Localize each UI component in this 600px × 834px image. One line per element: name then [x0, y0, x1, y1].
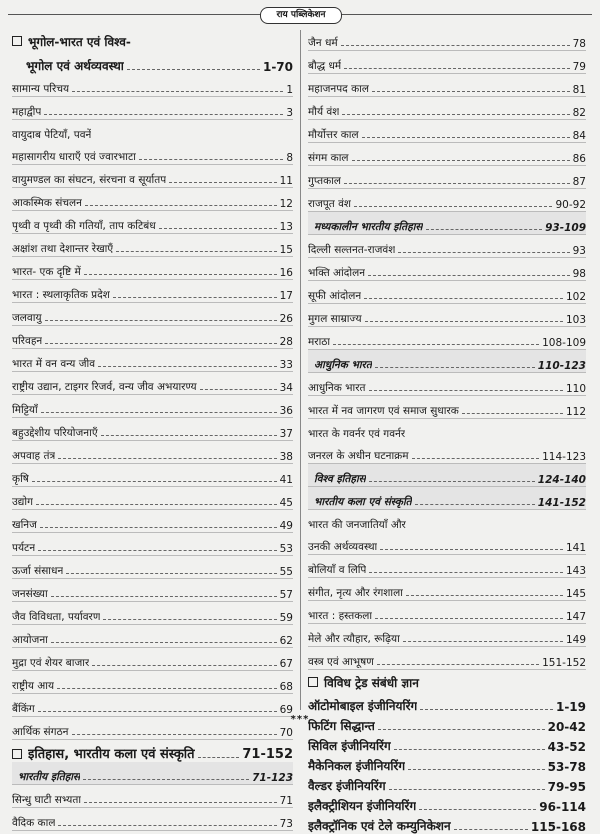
- toc-entry: [308, 74, 586, 97]
- toc-entry-label: अपवाह तंत्र: [12, 450, 56, 462]
- leader-dots: [408, 769, 545, 770]
- toc-entry-page: 1-19: [555, 700, 586, 714]
- toc-entry-label: भक्ति आंदोलन: [308, 267, 366, 279]
- leader-dots: [454, 829, 528, 830]
- toc-entry-label: राष्ट्रीय उद्यान, टाइगर रिजर्व, वन्य जीव अभयारण्य: [12, 381, 197, 393]
- toc-entry: [308, 532, 586, 555]
- toc-entry-page: 96-114: [539, 800, 586, 814]
- toc-entry: [12, 579, 293, 602]
- toc-entry: [308, 373, 586, 396]
- leader-dots: [398, 252, 569, 253]
- toc-entry: [308, 441, 586, 464]
- toc-entry-label: मुद्रा एवं शेयर बाजार: [12, 657, 90, 669]
- toc-entry: [12, 326, 293, 349]
- toc-entry: [12, 418, 293, 441]
- leader-dots: [389, 789, 545, 790]
- toc-entry-label: भारत की जनजातियाँ और: [308, 519, 406, 531]
- toc-entry: [308, 774, 586, 794]
- leader-dots: [375, 618, 563, 619]
- leader-dots: [200, 389, 277, 390]
- toc-entry: [12, 556, 293, 579]
- toc-entry: [12, 280, 293, 303]
- toc-entry: [308, 97, 586, 120]
- toc-entry-label: राष्ट्रीय आय: [12, 680, 55, 692]
- leader-dots: [44, 114, 283, 115]
- history-entry-list: [12, 785, 293, 831]
- toc-entry-label: आर्थिक संगठन: [12, 726, 69, 738]
- toc-entry: [12, 120, 293, 142]
- toc-entry: [308, 647, 586, 670]
- toc-entry: [12, 533, 293, 556]
- toc-entry-page: 38: [279, 451, 293, 463]
- toc-entry-label: फिटिंग सिद्धान्त: [308, 719, 375, 733]
- leader-dots: [403, 641, 563, 642]
- toc-entry: [308, 601, 586, 624]
- leader-dots: [342, 114, 569, 115]
- leader-dots: [32, 481, 277, 482]
- toc-entry: [308, 794, 586, 814]
- toc-entry-page: 141: [565, 542, 586, 554]
- toc-entry-page: 102: [565, 291, 586, 303]
- toc-entry-page: 114-123: [542, 451, 586, 463]
- toc-entry: [12, 395, 293, 418]
- leader-dots: [377, 664, 539, 665]
- leader-dots: [38, 550, 276, 551]
- toc-entry: [12, 234, 293, 257]
- toc-entry-label: सिन्धु घाटी सभ्यता: [12, 794, 82, 806]
- left-column: [12, 30, 293, 831]
- checkbox-icon: [12, 36, 22, 46]
- leader-dots: [72, 91, 283, 92]
- toc-entry-label: बैंकिंग: [12, 703, 35, 715]
- leader-dots: [344, 183, 570, 184]
- toc-entry-label: भारत- एक दृष्टि में: [12, 266, 81, 278]
- leader-dots: [84, 802, 277, 803]
- leader-dots: [57, 688, 277, 689]
- toc-entry: [308, 281, 586, 304]
- toc-entry-label: अक्षांश तथा देशान्तर रेखाएँ: [12, 243, 114, 255]
- modern-india-sub: आधुनिक भारत 110-123: [308, 350, 586, 373]
- toc-entry-page: 87: [572, 176, 586, 188]
- toc-entry-label: इलैक्ट्रॉनिक एवं टेले कम्युनिकेशन: [308, 819, 451, 833]
- toc-entry-label: वस्त्र एवं आभूषण: [308, 656, 374, 668]
- toc-entry-page: 115-168: [530, 820, 586, 834]
- toc-entry-label: वैल्डर इंजीनियरिंग: [308, 779, 386, 793]
- leader-dots: [378, 729, 545, 730]
- toc-entry: [308, 28, 586, 51]
- leader-dots: [362, 137, 570, 138]
- toc-entry-label: परिवहन: [12, 335, 43, 347]
- toc-entry-label: बौद्ध धर्म: [308, 60, 342, 72]
- leader-dots: [113, 297, 277, 298]
- toc-entry-label: भारत में नव जागरण एवं समाज सुधारक: [308, 405, 459, 417]
- toc-entry-label: महासागरीय धाराएँ एवं ज्वारभाटा: [12, 151, 137, 163]
- toc-entry-label: बहुउद्देशीय परियोजनाएँ: [12, 427, 98, 439]
- toc-entry-page: 11: [279, 175, 293, 187]
- toc-entry-label: उनकी अर्थव्यवस्था: [308, 541, 378, 553]
- toc-entry-label: खनिज: [12, 519, 37, 531]
- toc-entry: [308, 235, 586, 258]
- toc-entry-label: गुप्तकाल: [308, 175, 342, 187]
- toc-entry-label: राजपूत वंश: [308, 198, 352, 210]
- geography-entry-list: [12, 74, 293, 740]
- toc-entry: [308, 143, 586, 166]
- leader-dots: [369, 390, 563, 391]
- toc-entry: [12, 74, 293, 97]
- leader-dots: [380, 549, 563, 550]
- leader-dots: [98, 366, 277, 367]
- toc-entry: [308, 555, 586, 578]
- modern-entry-list: [308, 373, 586, 464]
- checkbox-icon: [12, 749, 22, 759]
- toc-entry-page: 16: [279, 267, 293, 279]
- leader-dots: [344, 68, 569, 69]
- toc-entry-page: 3: [286, 107, 293, 119]
- toc-entry-label: मौर्योत्तर काल: [308, 129, 359, 141]
- toc-entry-page: 70: [279, 727, 293, 739]
- toc-entry-page: 33: [279, 359, 293, 371]
- world-history-sub: विश्व इतिहास 124-140: [308, 464, 586, 487]
- leader-dots: [45, 320, 277, 321]
- toc-entry-page: 98: [572, 268, 586, 280]
- toc-entry-page: 37: [279, 428, 293, 440]
- leader-dots: [58, 458, 276, 459]
- toc-entry-page: 143: [565, 565, 586, 577]
- leader-dots: [369, 572, 563, 573]
- toc-entry-label: सूफी आंदोलन: [308, 290, 362, 302]
- leader-dots: [103, 619, 276, 620]
- leader-dots: [364, 298, 563, 299]
- toc-entry-page: 62: [279, 635, 293, 647]
- toc-entry-label: पर्यटन: [12, 542, 36, 554]
- toc-entry: [308, 396, 586, 419]
- toc-entry: [12, 165, 293, 188]
- toc-entry-page: 53: [279, 543, 293, 555]
- toc-entry-label: जैव विविधता, पर्यावरण: [12, 611, 101, 623]
- toc-entry-page: 79-95: [547, 780, 586, 794]
- toc-entry-page: 8: [286, 152, 293, 164]
- toc-entry-label: ऊर्जा संसाधन: [12, 565, 64, 577]
- toc-entry-page: 86: [572, 153, 586, 165]
- toc-entry: [308, 578, 586, 601]
- toc-entry: [308, 624, 586, 647]
- leader-dots: [41, 412, 277, 413]
- toc-entry-label: जनरल के अधीन घटनाक्रम: [308, 450, 409, 462]
- toc-entry: [12, 510, 293, 533]
- ancient-history-entry-list: [308, 28, 586, 212]
- section-trade-title: विविध ट्रेड संबंधी ज्ञान: [308, 670, 586, 694]
- toc-entry: [308, 814, 586, 834]
- medieval-history-sub: मध्यकालीन भारतीय इतिहास 93-109: [308, 212, 586, 235]
- leader-dots: [341, 45, 570, 46]
- toc-entry-page: 71: [279, 795, 293, 807]
- leader-dots: [85, 205, 277, 206]
- toc-entry-page: 41: [279, 474, 293, 486]
- toc-entry-label: आकस्मिक संचलन: [12, 197, 82, 209]
- toc-entry-page: 145: [565, 588, 586, 600]
- header-rule-right: [340, 14, 592, 15]
- toc-entry-label: भारत : हस्तकला: [308, 610, 373, 622]
- toc-entry-label: आधुनिक भारत: [308, 382, 366, 394]
- toc-entry-label: आयोजना: [12, 634, 48, 646]
- toc-entry-label: मैकेनिकल इंजीनियरिंग: [308, 759, 406, 773]
- toc-entry-page: 28: [279, 336, 293, 348]
- toc-entry-page: 36: [279, 405, 293, 417]
- column-divider: [300, 30, 301, 710]
- leader-dots: [72, 734, 277, 735]
- toc-entry-page: 43-52: [547, 740, 586, 754]
- toc-entry-page: 53-78: [547, 760, 586, 774]
- toc-entry: [12, 785, 293, 808]
- toc-entry-page: 67: [279, 658, 293, 670]
- toc-entry-page: 49: [279, 520, 293, 532]
- toc-entry-label: मुगल साम्राज्य: [308, 313, 362, 325]
- leader-dots: [352, 160, 570, 161]
- leader-dots: [420, 709, 553, 710]
- toc-entry: [12, 487, 293, 510]
- leader-dots: [40, 527, 277, 528]
- section-history-title: इतिहास, भारतीय कला एवं संस्कृति 71-152: [12, 740, 293, 762]
- leader-dots: [368, 275, 570, 276]
- toc-entry-page: 20-42: [547, 720, 586, 734]
- toc-entry-page: 57: [279, 589, 293, 601]
- toc-entry-page: 147: [565, 611, 586, 623]
- leader-dots: [58, 825, 276, 826]
- toc-entry-label: वायुदाब पेटियाँ, पवनें: [12, 129, 92, 141]
- leader-dots: [101, 435, 277, 436]
- toc-entry-label: संगीत, नृत्य और रंगशाला: [308, 587, 403, 599]
- toc-entry: [308, 754, 586, 774]
- toc-entry: [308, 258, 586, 281]
- toc-entry-label: मिट्टियाँ: [12, 404, 38, 416]
- medieval-entry-list: [308, 235, 586, 350]
- toc-entry-label: कृषि: [12, 473, 29, 485]
- toc-entry: [308, 734, 586, 754]
- toc-entry: [12, 625, 293, 648]
- toc-entry: [12, 372, 293, 395]
- toc-entry-page: 110: [565, 383, 586, 395]
- toc-entry-label: इलैक्ट्रीशियन इंजीनियरिंग: [308, 799, 417, 813]
- leader-dots: [84, 274, 277, 275]
- toc-entry-label: ऑटोमोबाइल इंजीनियरिंग: [308, 699, 418, 713]
- toc-entry-label: बोलियाँ व लिपि: [308, 564, 367, 576]
- toc-entry-page: 81: [572, 84, 586, 96]
- toc-entry: [308, 304, 586, 327]
- toc-entry: [12, 464, 293, 487]
- toc-entry-page: 149: [565, 634, 586, 646]
- toc-entry-label: सिविल इंजीनियरिंग: [308, 739, 391, 753]
- toc-entry: [308, 694, 586, 714]
- toc-entry-page: 103: [565, 314, 586, 326]
- toc-entry-page: 26: [279, 313, 293, 325]
- toc-entry-page: 15: [279, 244, 293, 256]
- leader-dots: [51, 642, 277, 643]
- toc-entry: [12, 648, 293, 671]
- toc-entry-page: 12: [279, 198, 293, 210]
- leader-dots: [394, 749, 545, 750]
- leader-dots: [51, 596, 277, 597]
- leader-dots: [419, 809, 536, 810]
- toc-entry: [308, 189, 586, 212]
- toc-entry-label: भारत के गवर्नर एवं गवर्नर: [308, 428, 406, 440]
- toc-entry: [308, 419, 586, 441]
- leader-dots: [159, 228, 277, 229]
- toc-entry: [308, 166, 586, 189]
- toc-entry-page: 108-109: [542, 337, 586, 349]
- leader-dots: [406, 595, 563, 596]
- toc-entry: [12, 671, 293, 694]
- toc-entry-page: 73: [279, 818, 293, 830]
- toc-entry-label: भारत : स्थलाकृतिक प्रदेश: [12, 289, 110, 301]
- toc-entry-page: 69: [279, 704, 293, 716]
- section-geography-title: भूगोल-भारत एवं विश्व-: [12, 30, 293, 52]
- toc-entry: [12, 349, 293, 372]
- toc-entry: [12, 441, 293, 464]
- toc-entry: [12, 808, 293, 831]
- toc-entry-page: 151-152: [542, 657, 586, 669]
- toc-entry-page: 13: [279, 221, 293, 233]
- publisher-header: राय पब्लिकेशन: [260, 7, 342, 24]
- toc-entry: [12, 211, 293, 234]
- toc-entry-page: 78: [572, 38, 586, 50]
- toc-entry: [12, 142, 293, 165]
- toc-entry-label: जलवायु: [12, 312, 42, 324]
- toc-entry-label: महाद्वीप: [12, 106, 42, 118]
- toc-entry-page: 1: [286, 84, 293, 96]
- toc-entry-page: 93: [572, 245, 586, 257]
- toc-entry: [12, 97, 293, 120]
- leader-dots: [333, 344, 539, 345]
- toc-entry-label: जनसंख्या: [12, 588, 48, 600]
- toc-entry: [308, 510, 586, 532]
- leader-dots: [372, 91, 570, 92]
- leader-dots: [36, 504, 277, 505]
- toc-entry-page: 84: [572, 130, 586, 142]
- toc-entry-page: 59: [279, 612, 293, 624]
- toc-entry-page: 79: [572, 61, 586, 73]
- toc-entry-page: 17: [279, 290, 293, 302]
- toc-entry: [12, 602, 293, 625]
- toc-entry-label: भारत में वन वन्य जीव: [12, 358, 96, 370]
- leader-dots: [412, 458, 540, 459]
- leader-dots: [354, 206, 552, 207]
- toc-entry-label: मराठा: [308, 336, 331, 348]
- leader-dots: [45, 343, 276, 344]
- leader-dots: [66, 573, 276, 574]
- toc-entry: [308, 120, 586, 143]
- art-culture-sub: भारतीय कला एवं संस्कृति 141-152: [308, 487, 586, 510]
- toc-entry-page: 112: [565, 406, 586, 418]
- toc-entry-label: संगम काल: [308, 152, 349, 164]
- section-geography-sub: भूगोल एवं अर्थव्यवस्था 1-70: [26, 59, 293, 74]
- toc-entry-label: मौर्य वंश: [308, 106, 340, 118]
- toc-entry: [308, 327, 586, 350]
- toc-entry-page: 68: [279, 681, 293, 693]
- toc-entry: [12, 303, 293, 326]
- toc-entry-label: मेले और त्यौहार, रूढ़िया: [308, 633, 400, 645]
- culture-entry-list: [308, 510, 586, 670]
- leader-dots: [116, 251, 276, 252]
- checkbox-icon: [308, 677, 318, 687]
- header-rule-left: [8, 14, 260, 15]
- leader-dots: [38, 711, 277, 712]
- toc-entry-label: दिल्ली सल्तनत-राजवंश: [308, 244, 396, 256]
- footer-mark: ***: [290, 714, 310, 725]
- toc-entry-page: 45: [279, 497, 293, 509]
- leader-dots: [92, 665, 276, 666]
- toc-entry: [308, 51, 586, 74]
- toc-entry-page: 90-92: [555, 199, 586, 211]
- toc-entry-page: 82: [572, 107, 586, 119]
- toc-entry-label: वायुमण्डल का संघटन, संरचना व सूर्यातप: [12, 174, 167, 186]
- section-indian-history-sub: भारतीय इतिहास 71-123: [12, 762, 293, 785]
- leader-dots: [462, 413, 563, 414]
- toc-entry: [12, 188, 293, 211]
- toc-entry-label: वैदिक काल: [12, 817, 56, 829]
- toc-entry-label: सामान्य परिचय: [12, 83, 70, 95]
- toc-entry: [12, 257, 293, 280]
- leader-dots: [139, 159, 283, 160]
- toc-entry-label: जैन धर्म: [308, 37, 338, 49]
- toc-entry-label: महाजनपद काल: [308, 83, 369, 95]
- toc-entry-label: उद्योग: [12, 496, 33, 508]
- leader-dots: [365, 321, 563, 322]
- leader-dots: [169, 182, 276, 183]
- toc-entry-page: 34: [279, 382, 293, 394]
- toc-entry-page: 55: [279, 566, 293, 578]
- toc-entry-label: पृथ्वी व पृथ्वी की गतियाँ, ताप कटिबंध: [12, 220, 156, 232]
